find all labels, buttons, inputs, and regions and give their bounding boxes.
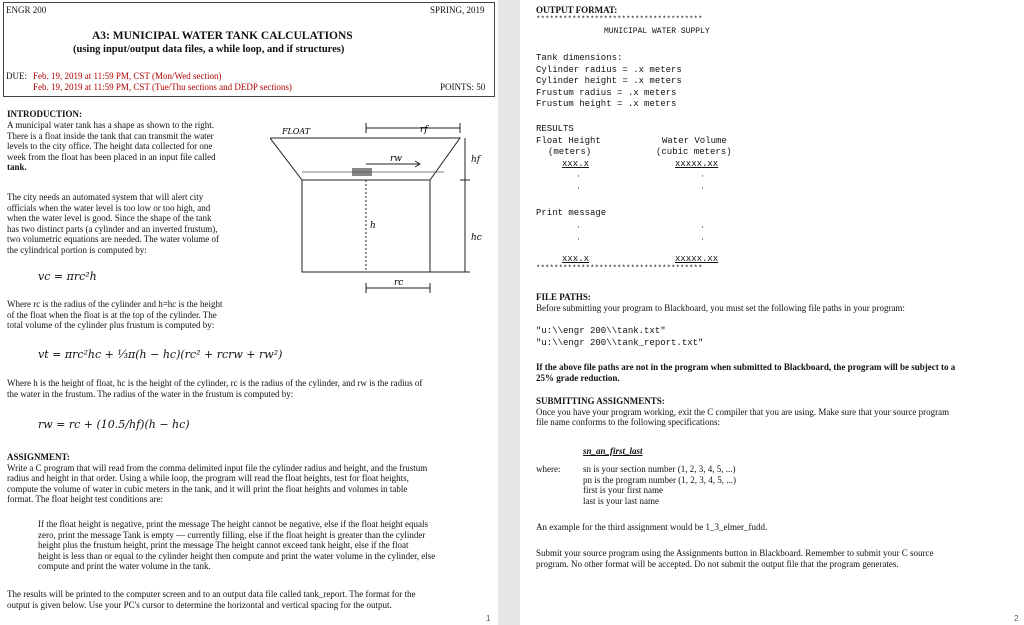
assignment-title: A3: MUNICIPAL WATER TANK CALCULATIONS <box>92 30 353 42</box>
assignment-line: compute the volume of water in cubic meters in the tank, and it will print the float heights and volumes in table <box>7 483 408 494</box>
where2-line: Where h is the height of float, hc is the height of the cylinder, rc is the radius of the cylinder, and rw is the radius of <box>7 378 423 388</box>
assignment-line: format. The float height test conditions are: <box>7 494 164 504</box>
where1-line: of the float when the float is at the top of the cylinder. The <box>7 309 217 320</box>
ellipsis-dot: · <box>577 171 580 181</box>
volume-value-row: xxxxx.xx <box>675 158 719 169</box>
intro2-line: when the water level is good. Since the shape of the tank <box>7 213 212 223</box>
submitting-line: Once you have your program working, exit the C compiler that you are using. Make sure that your source program <box>536 406 950 417</box>
course-label: ENGR 200 <box>6 5 47 15</box>
condition-line: zero, print the message Tank is empty — currently filling, else if the float height is greater than the cylinder <box>38 529 426 540</box>
intro2-line: officials when the water level is too low or too high, and <box>7 202 211 213</box>
h-label: h <box>370 221 376 231</box>
volume-value-row: xxxxx.xx <box>675 254 719 264</box>
file-path-output: "u:\\engr 200\\tank_report.txt" <box>536 337 704 348</box>
intro-line: There is a float inside the tank that can transmit the water <box>7 130 214 141</box>
dims-line: Tank dimensions: <box>536 53 623 63</box>
ellipsis-dot: · <box>577 234 580 244</box>
where-label: where: <box>536 464 561 474</box>
rc-label: rc <box>394 278 404 288</box>
ellipsis-dot: · <box>701 234 704 244</box>
intro-line: A municipal water tank has a shape as shown to the right. <box>7 120 214 130</box>
assignment-subtitle: (using input/output data files, a while loop, and if structures) <box>73 44 345 55</box>
ellipsis-dot: · <box>577 183 580 193</box>
points-label: POINTS: 50 <box>440 82 486 92</box>
where2-line: the water in the frustum. The radius of the water in the frustum is computed by: <box>7 388 294 399</box>
hf-label: hf <box>471 155 481 165</box>
dims-line: Cylinder radius = .x meters <box>536 64 682 75</box>
column-header-volume: Water Volume <box>662 135 727 146</box>
column-header-float: Float Height <box>536 135 601 146</box>
float-value-row: xxx.x <box>562 158 590 169</box>
due-label: DUE: <box>6 71 27 81</box>
condition-line: compute and print the water volume in the tank. <box>38 561 211 571</box>
rf-label: rf <box>420 125 428 135</box>
float-label: FLOAT <box>282 127 311 136</box>
intro-heading: INTRODUCTION: <box>7 109 83 119</box>
assignment-line: radius and height in that order. Using a while loop, the program will read the float heights, test for float heights, <box>7 473 409 483</box>
rw-label: rw <box>390 154 403 164</box>
print-message-row: Print message <box>536 208 607 218</box>
submitting-line: file name conforms to the following specifications: <box>536 417 720 427</box>
output-format-heading: OUTPUT FORMAT: <box>536 5 618 15</box>
column-unit-volume: (cubic meters) <box>656 147 732 157</box>
submitting-heading: SUBMITTING ASSIGNMENTS: <box>536 396 665 406</box>
page-number: 2 <box>1014 614 1019 623</box>
assignment-line: Write a C program that will read from the comma delimited input file the cylinder radius and height, and the frustum <box>7 462 428 473</box>
warning-line: If the above file paths are not in the program when submitted to Blackboard, the program will be subject to a <box>536 362 956 372</box>
intro2-line: has two distinct parts (a cylinder and an inverted frustum), <box>7 223 218 234</box>
stars-line-bottom: ************************************* <box>536 265 703 273</box>
where-item: pn is the program number (1, 2, 3, 4, 5, ...) <box>583 474 736 485</box>
intro-line: levels to the city office. The height data collected for one <box>7 141 213 151</box>
due-date-2: Feb. 19, 2019 at 11:59 PM, CST (Tue/Thu sections and DEDP sections) <box>33 82 292 92</box>
condition-line: height is less than or equal to the cylinder height then compute and print the water volume in the cylinder, else <box>38 550 436 561</box>
intro2-line: The city needs an automated system that will alert city <box>7 192 204 202</box>
warning-line: 25% grade reduction. <box>536 372 620 383</box>
file-path-input: "u:\\engr 200\\tank.txt" <box>536 326 666 336</box>
float-value-row: xxx.x <box>562 254 590 264</box>
column-unit-float: (meters) <box>548 147 592 157</box>
intro2-line: two volumetric equations are needed. The water volume of <box>7 234 220 244</box>
due-date-1: Feb. 19, 2019 at 11:59 PM, CST (Mon/Wed section) <box>33 71 222 81</box>
equation-total-volume: vt = πrc²hc + ⅓π(h − hc)(rc² + rcrw + rw²) <box>38 348 283 361</box>
where-item: first is your first name <box>583 485 663 495</box>
where1-line: Where rc is the radius of the cylinder and h=hc is the height <box>7 299 223 309</box>
dims-line: Frustum radius = .x meters <box>536 87 677 98</box>
ellipsis-dot: · <box>701 183 704 193</box>
results-label: RESULTS <box>536 124 574 134</box>
ellipsis-dot: · <box>577 222 580 232</box>
example-text: An example for the third assignment would be 1_3_elmer_fudd. <box>536 522 768 532</box>
condition-line: height plus the frustum height, print the message The height cannot exceed tank height, else if the float <box>38 540 409 550</box>
ellipsis-dot: · <box>701 222 704 232</box>
where-item: last is your last name <box>583 495 659 506</box>
equation-cylinder-volume: vc = πrc²h <box>38 270 97 283</box>
dims-line: Frustum height = .x meters <box>536 99 677 109</box>
stars-line-top: ************************************* <box>536 16 703 24</box>
submit2-line: Submit your source program using the Assignments button in Blackboard. Remember to submit your C source <box>536 548 934 558</box>
equation-water-radius: rw = rc + (10.5/hf)(h − hc) <box>38 418 190 431</box>
results-line: The results will be printed to the computer screen and to an output data file called tank_report. The format for the <box>7 589 416 599</box>
submit2-line: program. No other format will be accepted. Do not submit the output file that the program generates. <box>536 558 899 569</box>
intro2-line: the cylindrical portion is computed by: <box>7 244 147 255</box>
condition-line: If the float height is negative, print the message The height cannot be negative, else if the float height equals <box>38 519 428 529</box>
term-label: SPRING, 2019 <box>430 5 485 15</box>
document-page-1 <box>0 0 498 625</box>
where1-line: total volume of the cylinder plus frustum is computed by: <box>7 320 215 330</box>
file-paths-text: Before submitting your program to Blackboard, you must set the following file paths in your program: <box>536 302 905 313</box>
hc-label: hc <box>471 233 482 243</box>
dims-line: Cylinder height = .x meters <box>536 76 682 86</box>
document-page-2 <box>520 0 1024 625</box>
page-number: 1 <box>486 614 491 623</box>
assignment-heading: ASSIGNMENT: <box>7 452 70 462</box>
filename-spec: sn_an_first_last <box>583 446 643 456</box>
where-item: sn is your section number (1, 2, 3, 4, 5, ...) <box>583 464 736 474</box>
results-line: output is given below. Use your PC's cursor to determine the horizontal and vertical spacing for the output. <box>7 599 392 610</box>
intro-line: tank. <box>7 162 27 172</box>
supply-title: MUNICIPAL WATER SUPPLY <box>604 27 710 36</box>
ellipsis-dot: · <box>701 171 704 181</box>
intro-line: week from the float has been placed in an input file called <box>7 151 216 162</box>
file-paths-heading: FILE PATHS: <box>536 292 591 302</box>
water-tank-diagram <box>270 118 495 303</box>
